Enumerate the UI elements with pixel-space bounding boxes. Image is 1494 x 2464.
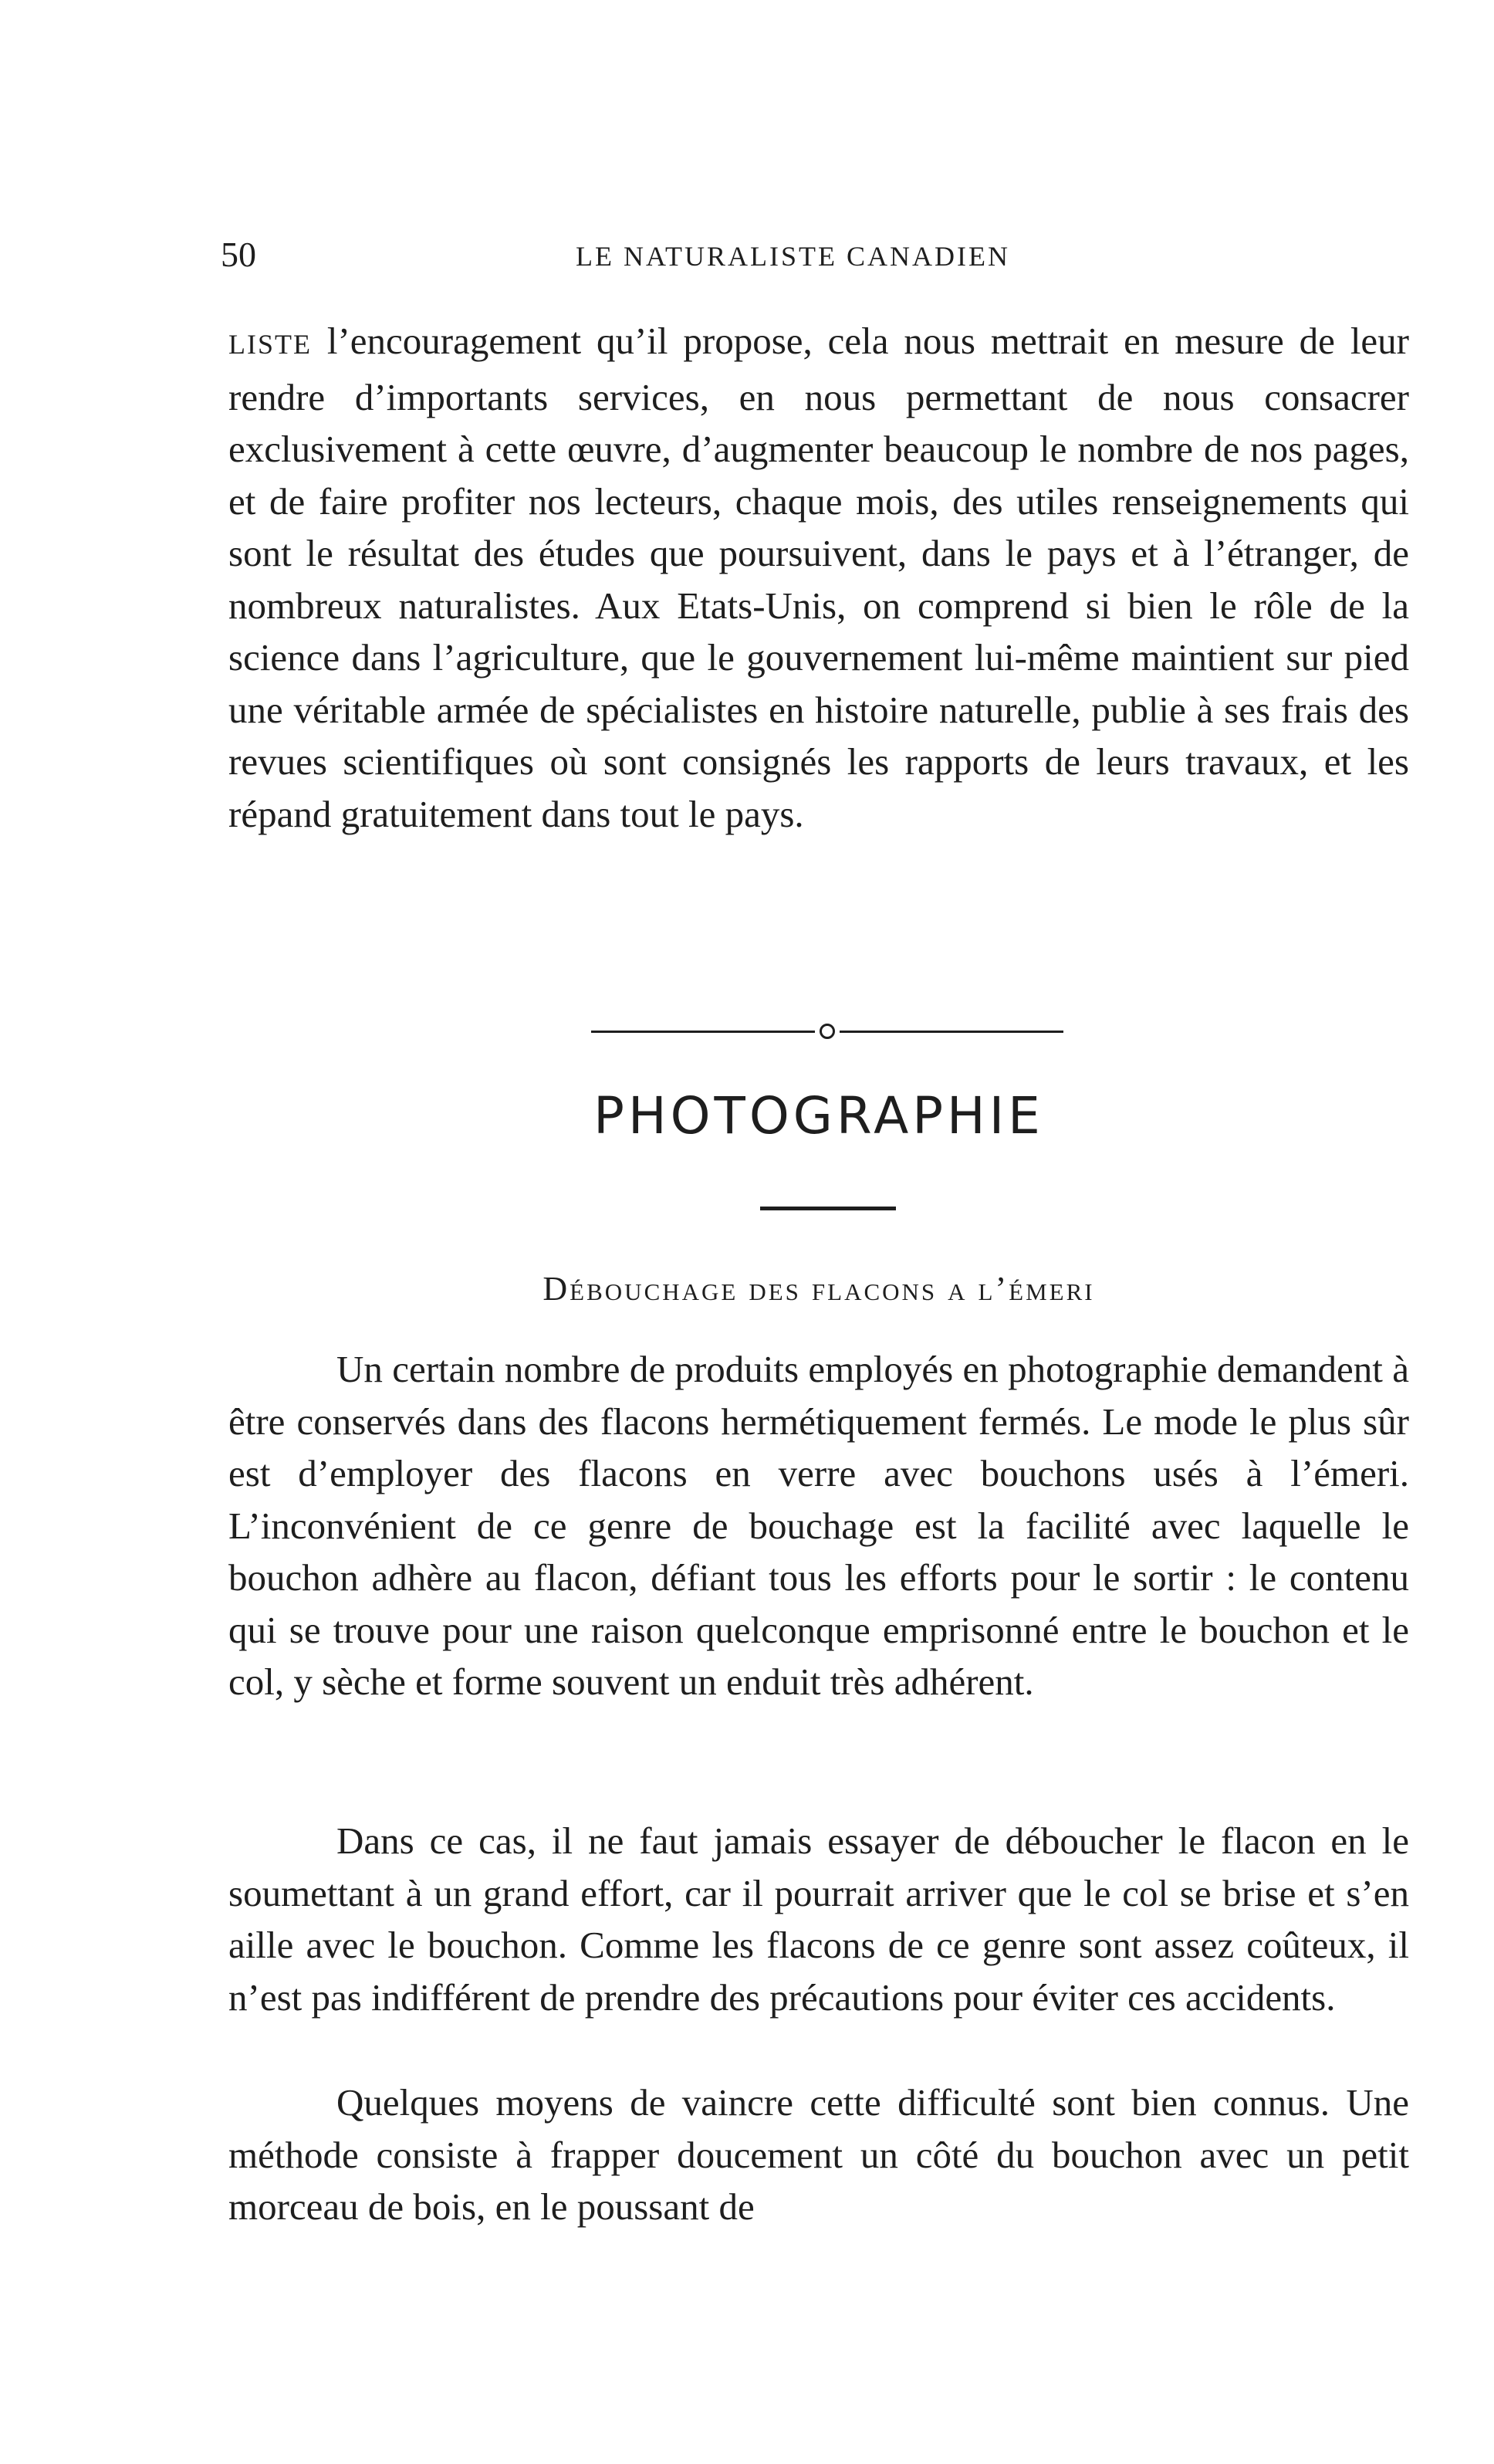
page-number: 50 [221,235,256,274]
divider-line-left [591,1031,815,1033]
continuation-text: l’encouragement qu’il propose, cela nous mettrait en mesure de leur rendre d’importants services, en nous permettant de nous consacrer exclusivement à cette œuvre, d’augmenter beaucoup le nombre de nos pages, et de faire profiter nos lecteurs, chaque mois, des utiles renseignements qui sont le résultat des études que poursuivent, dans le pays et à l’étranger, de nombreux naturalistes. Aux Etats-Unis, on comprend si bien le rôle de la science dans l’agriculture, que le gouvernement lui-même maintient sur pied une véritable armée de spécialistes en histoire naturelle, publie à ses frais des revues scientifiques où sont consignés les rapports de leurs travaux, et les répand gratuitement dans tout le pays. [228,320,1409,835]
divider-line-right [840,1031,1063,1033]
body-paragraph-2: Dans ce cas, il ne faut jamais essayer de déboucher le flacon en le soumettant à un grand effort, car il pourrait arriver que le col se brise et s’en aille avec le bouchon. Comme les flacons de ce genre sont assez coûteux, il n’est pas indifférent de prendre des précautions pour éviter ces accidents. [228,1819,1409,2019]
section-subtitle: Débouchage des flacons a l’émeri [543,1270,1095,1308]
body-paragraph-3: Quelques moyens de vaincre cette difficulté sont bien connus. Une méthode consiste à frapper doucement un côté du bouchon avec un petit morceau de bois, en le poussant de [228,2081,1409,2228]
section-title: PHOTOGRAPHIE [593,1086,1044,1146]
lead-word: LISTE [228,329,312,360]
continuation-paragraph [228,315,1409,840]
title-rule [760,1207,896,1210]
body-paragraph-1: Un certain nombre de produits employés en photographie demandent à être conservés dans des flacons hermétiquement fermés. Le mode le plus sûr est d’employer des flacons en verre avec bouchons usés à l’émeri. L’inconvénient de ce genre de bouchage est la facilité avec laquelle le bouchon adhère au flacon, défiant tous les efforts pour le sortir : le contenu qui se trouve pour une raison quelconque emprisonné entre le bouchon et le col, y sèche et forme souvent un enduit très adhérent. [228,1348,1409,1703]
section-divider-ornament [580,1016,1074,1047]
divider-circle [820,1024,835,1039]
journal-title: LE NATURALISTE CANADIEN [576,241,1010,272]
running-head [221,232,1417,278]
